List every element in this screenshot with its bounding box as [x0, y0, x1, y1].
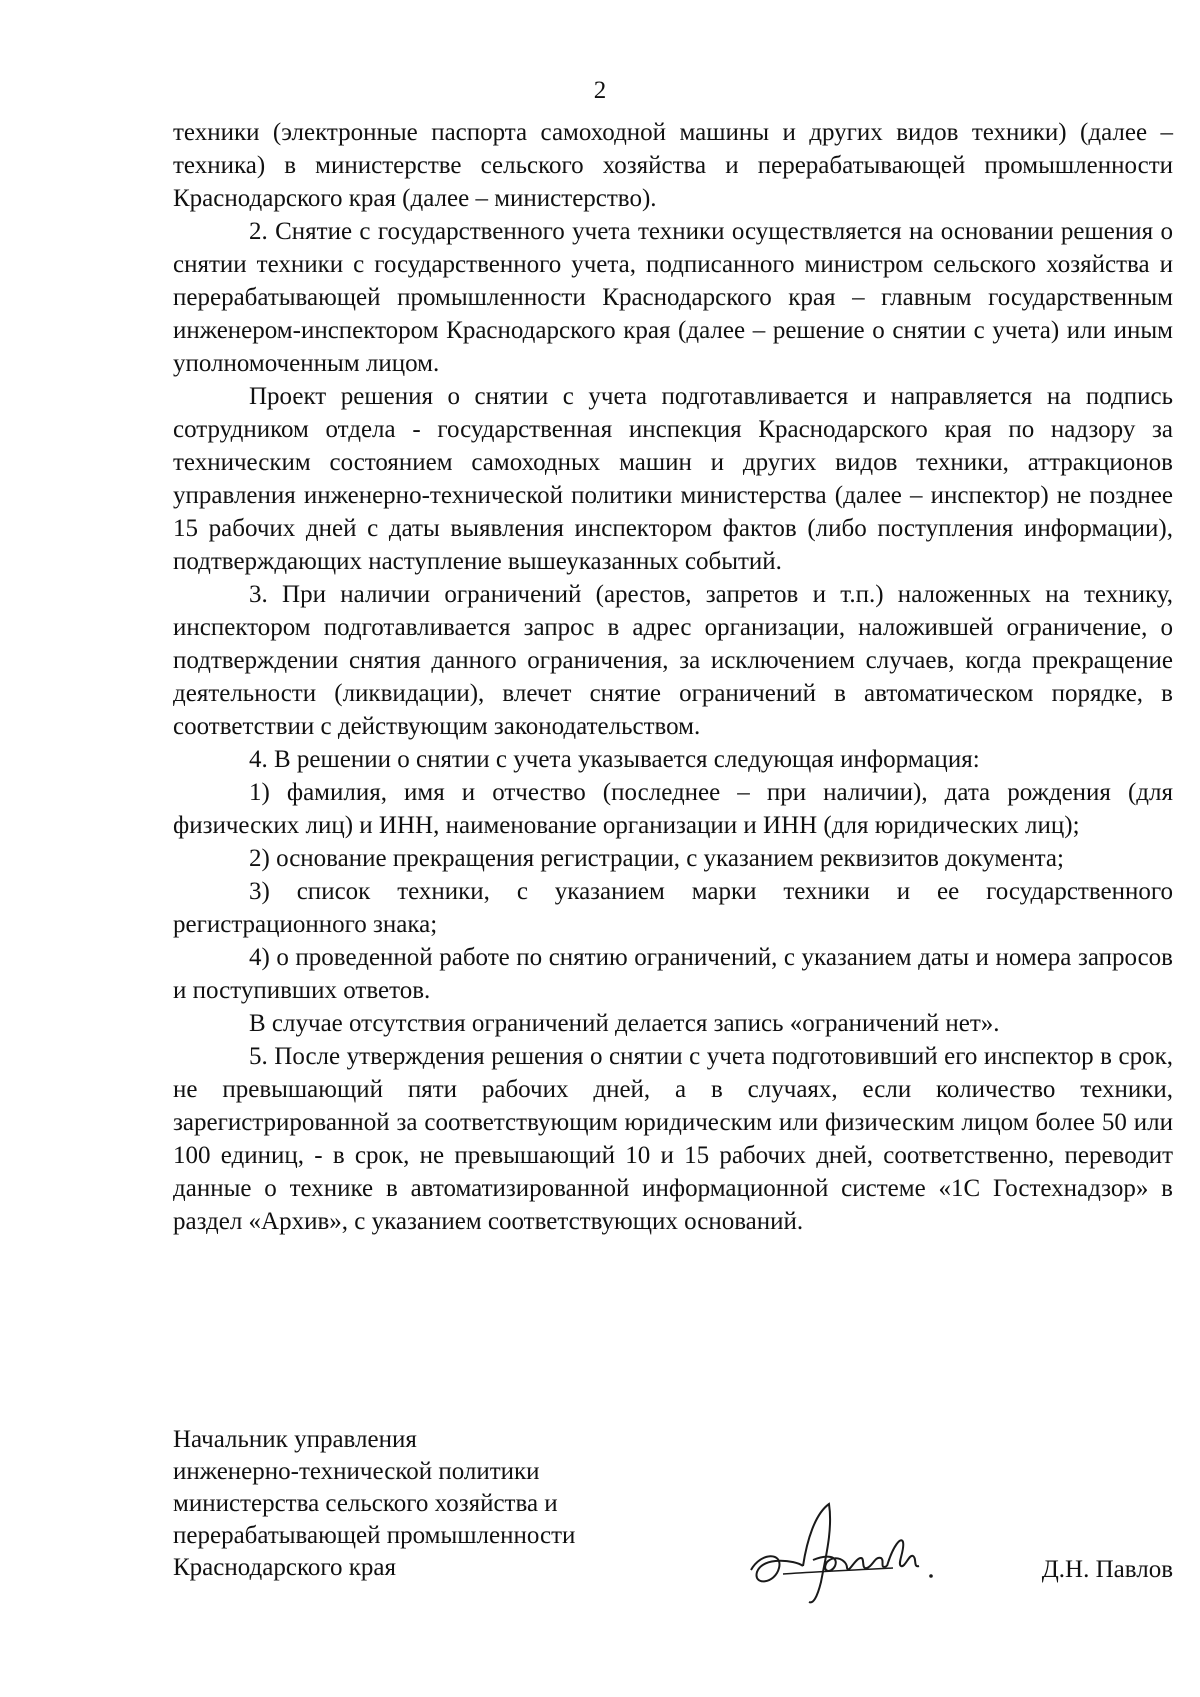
- signatory-name: Д.Н. Павлов: [1041, 1556, 1173, 1583]
- signatory-position-line: министерства сельского хозяйства и: [173, 1490, 558, 1517]
- list-item-4: 4) о проведенной работе по снятию ограничений, с указанием даты и номера запросов и поступивших ответов.: [173, 944, 1173, 1004]
- paragraph-item-3: 3. При наличии ограничений (арестов, запретов и т.п.) наложенных на технику, инспектором подготавливается запрос в адрес организации, наложившей ограничение, о подтверждении снятия данного ограничения, за исключением случаев, когда прекращение деятельности (ликвидации), влечет снятие ограничений в автоматическом порядке, в соответствии с действующим законодательством.: [173, 581, 1173, 740]
- paragraph-item-2: 2. Снятие с государственного учета техники осуществляется на основании решения о снятии техники с государственного учета, подписанного министром сельского хозяйства и перерабатывающей промышленности Краснодарского края – главным государственным инженером-инспектором Краснодарского края (далее – решение о снятии с учета) или иным уполномоченным лицом.: [173, 218, 1173, 377]
- signature-block: [173, 1424, 1173, 1604]
- paragraph-draft-decision: Проект решения о снятии с учета подготавливается и направляется на подпись сотрудником отдела - государственная инспекция Краснодарского края по надзору за техническим состоянием самоходных машин и других видов техники, аттракционов управления инженерно-технической политики министерства (далее – инспектор) не позднее 15 рабочих дней с даты выявления инспектором фактов (либо поступления информации), подтверждающих наступление вышеуказанных событий.: [173, 383, 1173, 575]
- paragraph-item-5: 5. После утверждения решения о снятии с учета подготовивший его инспектор в срок, не превышающий пяти рабочих дней, а в случаях, если количество техники, зарегистрированной за соответствующим юридическим или физическим лицом более 50 или 100 единиц, - в срок, не превышающий 10 и 15 рабочих дней, соответственно, переводит данные о технике в автоматизированной информационной системе «1С Гостехнадзор» в раздел «Архив», с указанием соответствующих оснований.: [173, 1043, 1173, 1235]
- list-item-2: 2) основание прекращения регистрации, с указанием реквизитов документа;: [249, 845, 1064, 872]
- list-item-1: 1) фамилия, имя и отчество (последнее – при наличии), дата рождения (для физических лиц) и ИНН, наименование организации и ИНН (для юридических лиц);: [173, 779, 1173, 839]
- paragraph-no-restrictions: В случае отсутствия ограничений делается запись «ограничений нет».: [249, 1010, 1000, 1037]
- signatory-position-line: инженерно-технической политики: [173, 1458, 540, 1485]
- signatory-position: [173, 1424, 693, 1584]
- page-number: 2: [593, 77, 607, 104]
- paragraph-item-4: 4. В решении о снятии с учета указывается следующая информация:: [249, 746, 980, 773]
- document-body: [173, 116, 1173, 1238]
- handwritten-signature: [743, 1500, 943, 1610]
- paragraph-intro: техники (электронные паспорта самоходной машины и других видов техники) (далее – техника) в министерстве сельского хозяйства и перерабатывающей промышленности Краснодарского края (далее – министерство).: [173, 119, 1173, 212]
- signatory-position-line: перерабатывающей промышленности: [173, 1522, 576, 1549]
- signatory-position-line: Начальник управления: [173, 1426, 417, 1453]
- signatory-position-line: Краснодарского края: [173, 1554, 396, 1581]
- list-item-3: 3) список техники, с указанием марки техники и ее государственного регистрационного знака;: [173, 878, 1173, 938]
